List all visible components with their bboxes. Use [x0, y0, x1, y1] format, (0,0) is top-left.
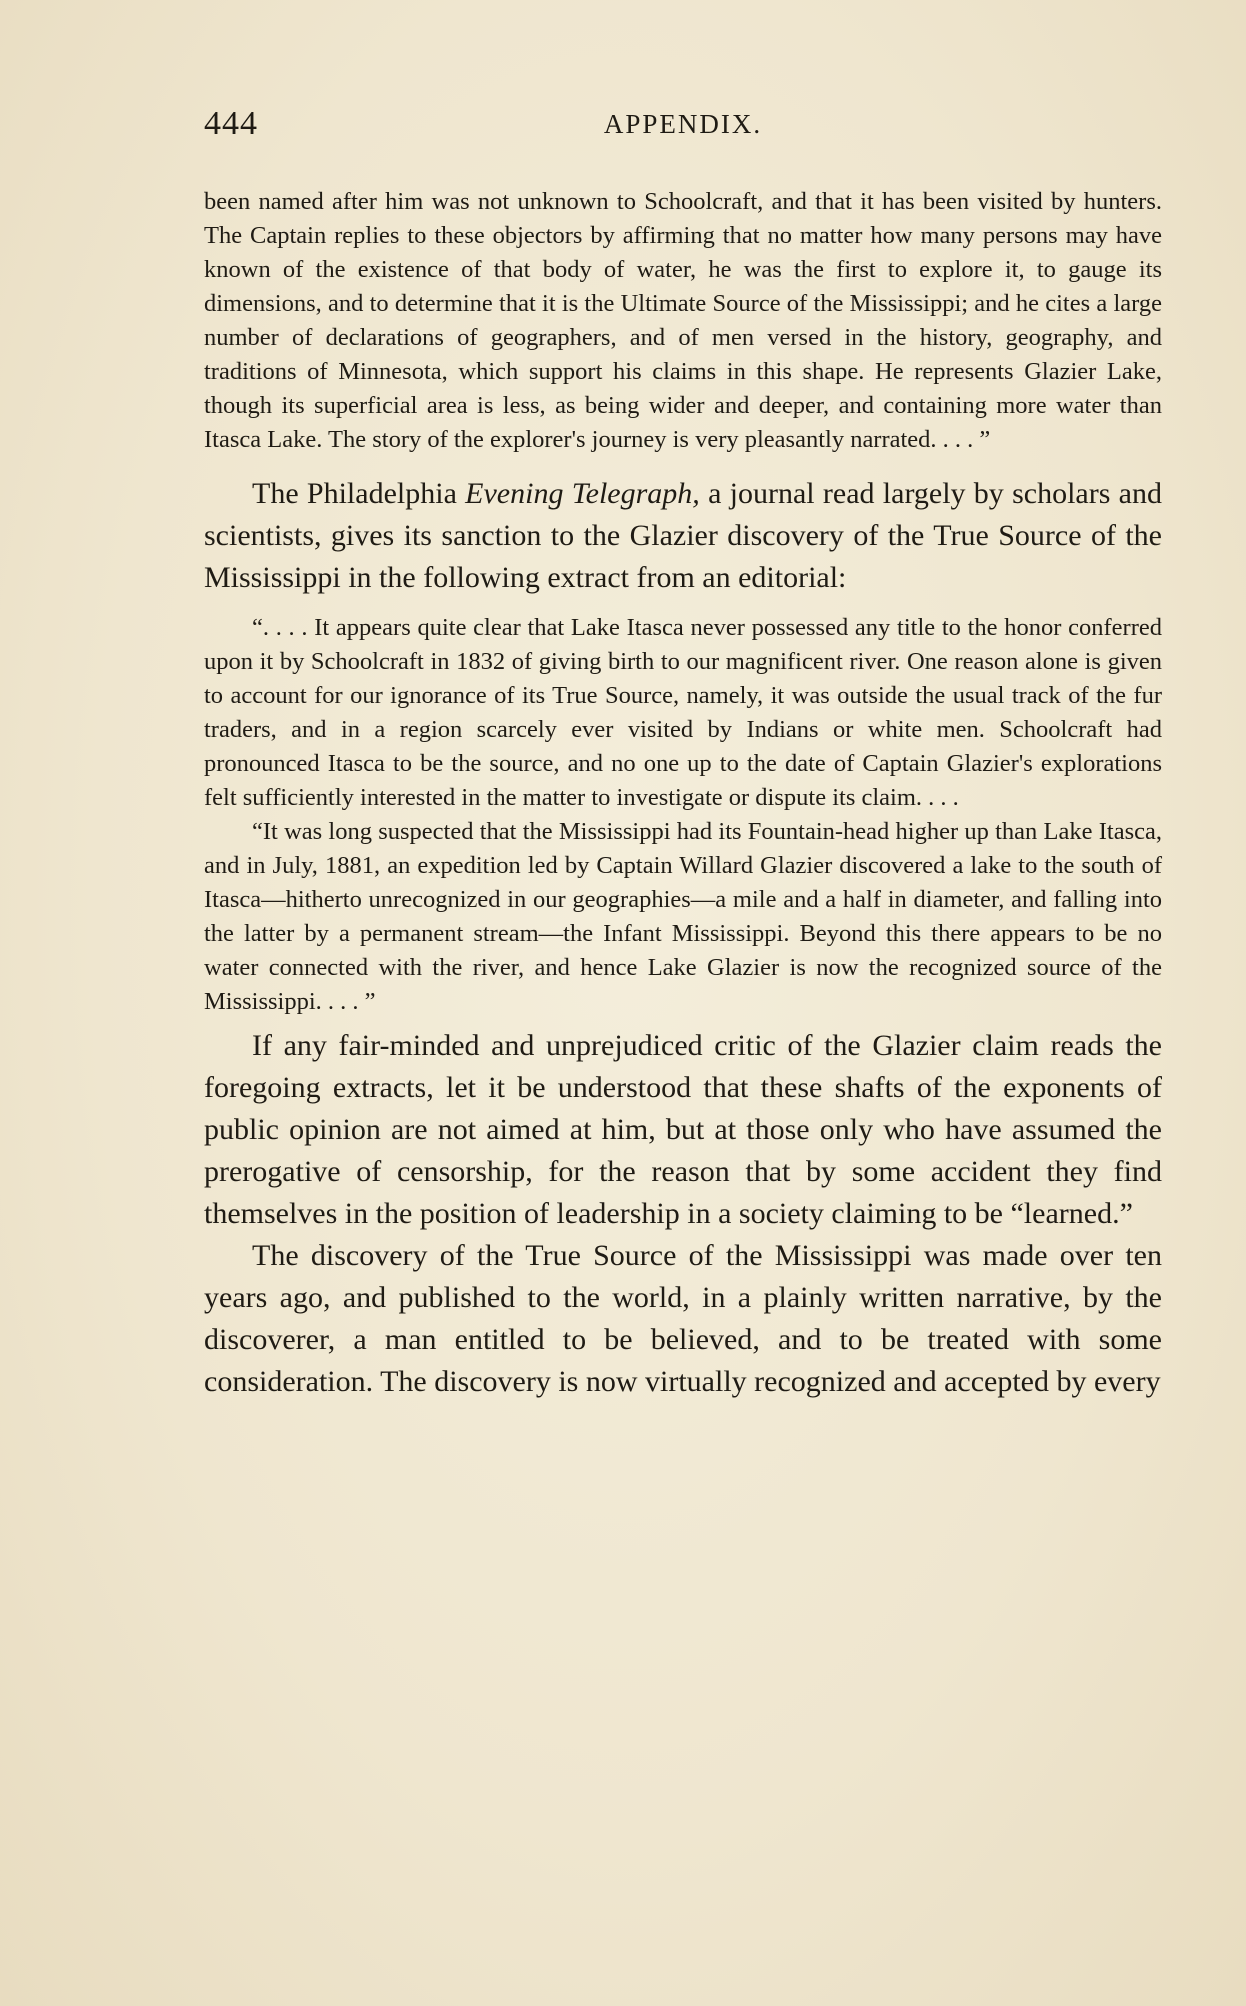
- editorial-quote-paragraph: “It was long suspected that the Mississippi had its Fountain-head higher up than Lake Itasca, and in July, 1881, an expedition led by Captain Willard Glazier discovered a lake to the south of Itasca—hitherto unrecognized in our geographies—a mile and a half in diameter, and falling into the latter by a permanent stream—the Infant Mississippi. Beyond this there appears to be no water connected with the river, and hence Lake Glazier is now the recognized source of the Mississippi. . . . ”: [204, 818, 1162, 1015]
- book-page: [204, 105, 1162, 1403]
- paragraph-evening-telegraph: [204, 473, 1162, 599]
- paragraph-text: The Philadelphia: [252, 477, 466, 510]
- running-head: [204, 105, 1162, 145]
- paragraph-fair-minded-critic: If any fair-minded and unprejudiced critic of the Glazier claim reads the foregoing extracts, let it be understood that these shafts of the exponents of public opinion are not aimed at him, but at those only who have assumed the prerogative of censorship, for the reason that by some accident they find themselves in the position of leadership in a society claiming to be “learned.”: [204, 1029, 1162, 1230]
- editorial-quote-paragraph: “. . . . It appears quite clear that Lake Itasca never possessed any title to the honor conferred upon it by Schoolcraft in 1832 of giving birth to our magnificent river. One reason alone is given to account for our ignorance of its True Source, namely, it was outside the usual track of the fur traders, and in a region scarcely ever visited by Indians or white men. Schoolcraft had pronounced Itasca to be the source, and no one up to the date of Captain Glazier's explorations felt sufficiently interested in the matter to investigate or dispute its claim. . . .: [204, 614, 1162, 811]
- paragraph-text: a journal read largely by scholars and scientists, gives its sanction to the Glazier discovery of the True Source of the Mississippi in the following extract from an editorial:: [204, 477, 1162, 594]
- page-number: 444: [204, 105, 258, 142]
- paragraph-discovery: The discovery of the True Source of the Mississippi was made over ten years ago, and published to the world, in a plainly written narrative, by the discoverer, a man entitled to be believed, and to be treated with some consideration. The discovery is now virtually recognized and accepted by every: [204, 1239, 1162, 1398]
- running-title: APPENDIX.: [603, 109, 763, 139]
- quoted-review-continuation: been named after him was not unknown to Schoolcraft, and that it has been visited by hunters. The Captain replies to these objectors by affirming that no matter how many persons may have known of the existence of that body of water, he was the first to explore it, to gauge its dimensions, and to determine that it is the Ultimate Source of the Mississippi; and he cites a large number of declarations of geographers, and of men versed in the history, geography, and traditions of Minnesota, which support his claims in this shape. He represents Glazier Lake, though its superficial area is less, as being wider and deeper, and containing more water than Itasca Lake. The story of the explorer's journey is very pleasantly narrated. . . . ”: [204, 188, 1162, 453]
- newspaper-title: Evening Telegraph,: [465, 477, 700, 510]
